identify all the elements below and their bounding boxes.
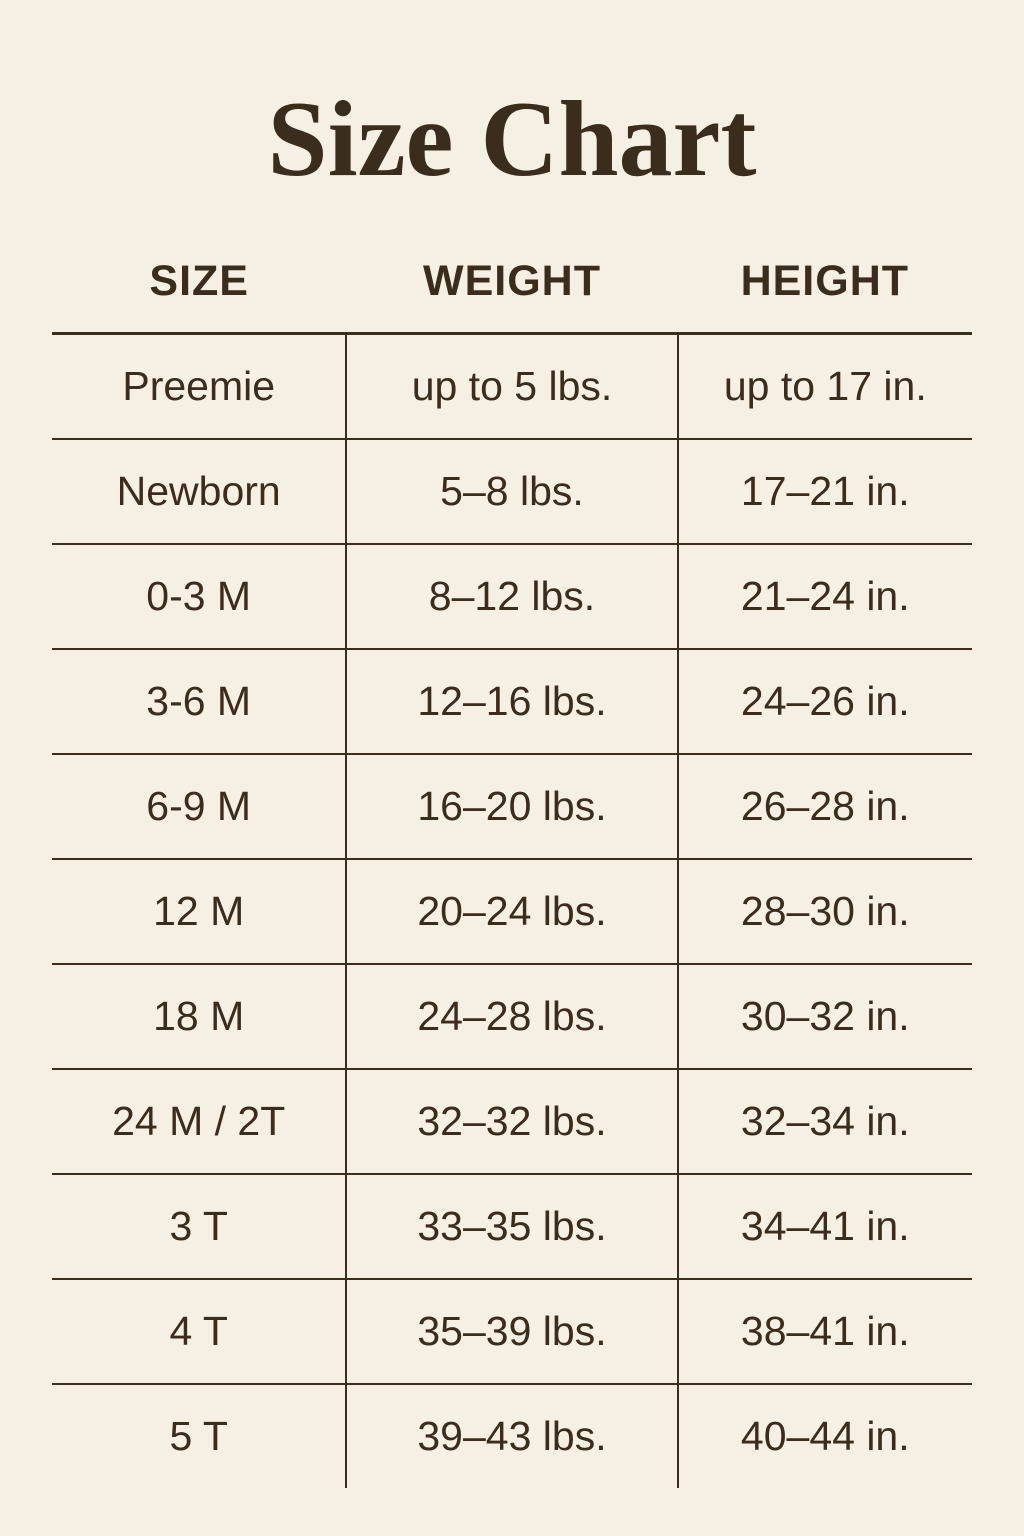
cell-weight: 8–12 lbs. bbox=[346, 544, 677, 649]
cell-size: 3 T bbox=[52, 1174, 346, 1279]
cell-height: 28–30 in. bbox=[678, 859, 972, 964]
table-row bbox=[52, 964, 972, 1069]
cell-height: 26–28 in. bbox=[678, 754, 972, 859]
cell-size: Newborn bbox=[52, 439, 346, 544]
cell-weight: 24–28 lbs. bbox=[346, 964, 677, 1069]
cell-height: 21–24 in. bbox=[678, 544, 972, 649]
cell-size: 18 M bbox=[52, 964, 346, 1069]
cell-height: 24–26 in. bbox=[678, 649, 972, 754]
cell-size: 24 M / 2T bbox=[52, 1069, 346, 1174]
cell-size: 5 T bbox=[52, 1384, 346, 1488]
table-row bbox=[52, 439, 972, 544]
cell-size: 12 M bbox=[52, 859, 346, 964]
cell-height: up to 17 in. bbox=[678, 334, 972, 440]
cell-weight: up to 5 lbs. bbox=[346, 334, 677, 440]
page-title: Size Chart bbox=[267, 80, 757, 199]
table-row bbox=[52, 1069, 972, 1174]
cell-weight: 33–35 lbs. bbox=[346, 1174, 677, 1279]
column-header-weight: WEIGHT bbox=[422, 257, 601, 305]
cell-size: 6-9 M bbox=[52, 754, 346, 859]
table-row bbox=[52, 334, 972, 440]
size-chart-table-wrapper bbox=[52, 194, 972, 1488]
cell-weight: 5–8 lbs. bbox=[346, 439, 677, 544]
table-body bbox=[52, 334, 972, 1489]
table-row bbox=[52, 859, 972, 964]
column-header-height: HEIGHT bbox=[740, 257, 910, 305]
cell-size: Preemie bbox=[52, 334, 346, 440]
cell-weight: 16–20 lbs. bbox=[346, 754, 677, 859]
cell-height: 38–41 in. bbox=[678, 1279, 972, 1384]
cell-height: 34–41 in. bbox=[678, 1174, 972, 1279]
cell-height: 17–21 in. bbox=[678, 439, 972, 544]
table-row bbox=[52, 1384, 972, 1488]
table-row bbox=[52, 544, 972, 649]
table-row bbox=[52, 754, 972, 859]
cell-size: 4 T bbox=[52, 1279, 346, 1384]
cell-height: 32–34 in. bbox=[678, 1069, 972, 1174]
size-chart-table bbox=[52, 256, 972, 1488]
cell-size: 3-6 M bbox=[52, 649, 346, 754]
cell-weight: 32–32 lbs. bbox=[346, 1069, 677, 1174]
cell-size: 0-3 M bbox=[52, 544, 346, 649]
table-row bbox=[52, 1174, 972, 1279]
table-header bbox=[52, 256, 972, 334]
cell-height: 40–44 in. bbox=[740, 1413, 910, 1459]
table-row bbox=[52, 1279, 972, 1384]
column-header-size: SIZE bbox=[149, 257, 249, 305]
cell-height: 30–32 in. bbox=[678, 964, 972, 1069]
table-row bbox=[52, 649, 972, 754]
cell-weight: 12–16 lbs. bbox=[346, 649, 677, 754]
cell-weight: 20–24 lbs. bbox=[346, 859, 677, 964]
table-header-row bbox=[52, 256, 972, 334]
cell-weight: 39–43 lbs. bbox=[346, 1384, 677, 1488]
cell-weight: 35–39 lbs. bbox=[346, 1279, 677, 1384]
